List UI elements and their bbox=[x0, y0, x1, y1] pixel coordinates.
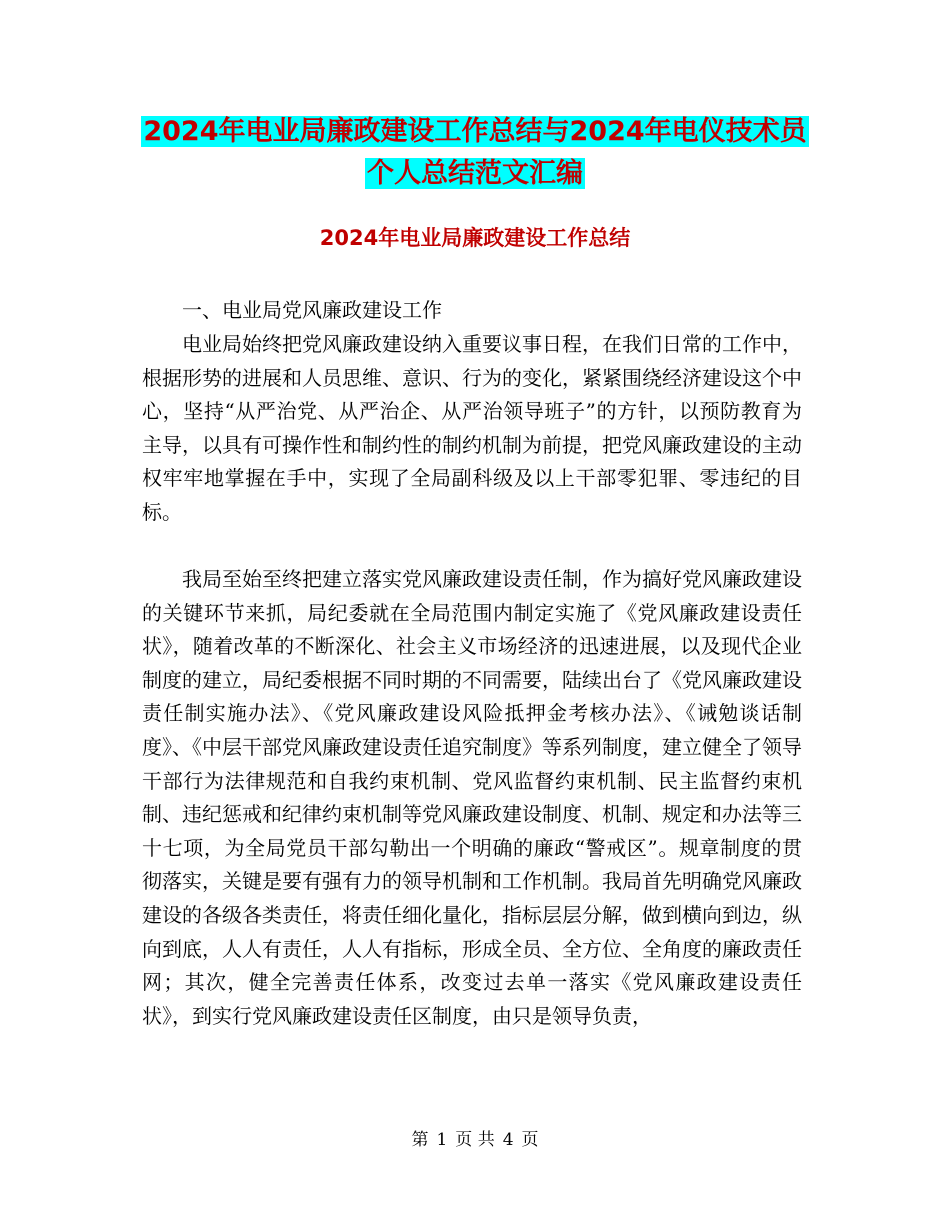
title-highlight-2: 个人总结范文汇编 bbox=[367, 158, 583, 189]
footer-mid: 页 共 bbox=[455, 1130, 495, 1150]
paragraph-1 bbox=[142, 328, 802, 530]
page-footer bbox=[0, 1125, 950, 1150]
document-title-line-1 bbox=[0, 108, 950, 156]
footer-prefix: 第 bbox=[411, 1130, 429, 1150]
footer-page-total: 4 bbox=[502, 1130, 514, 1150]
heading-text: 一、电业局党风廉政建设工作 bbox=[182, 298, 442, 322]
footer-suffix: 页 bbox=[521, 1130, 539, 1150]
section-title: 2024年电业局廉政建设工作总结 bbox=[319, 226, 631, 250]
paragraph-2 bbox=[142, 563, 802, 1033]
paragraph-text: 我局至始至终把建立落实党风廉政建设责任制，作为搞好党风廉政建设的关键环节来抓，局纪委就在全局范围内制定实施了《党风廉政建设责任状》，随着改革的不断深化、社会主义市场经济的迅速进展，以及现代企业制度的建立，局纪委根据不同时期的不同需要，陆续出台了《党风廉政建设责任制实施办法》、《党风廉政建设风险抵押金考核办法》、《诫勉谈话制度》、《中层干部党风廉政建设责任追究制度》等系列制度，建立健全了领导干部行为法律规范和自我约束机制、党风监督约束机制、民主监督约束机制、违纪惩戒和纪律约束机制等党风廉政建设制度、机制、规定和办法等三十七项，为全局党员干部勾勒出一个明确的廉政“警戒区”。规章制度的贯彻落实，关键是要有强有力的领导机制和工作机制。我局首先明确党风廉政建设的各级各类责任，将责任细化量化，指标层层分解，做到横向到边，纵向到底，人人有责任，人人有指标，形成全员、全方位、全角度的廉政责任网；其次，健全完善责任体系，改变过去单一落实《党风廉政建设责任状》，到实行党风廉政建设责任区制度，由只是领导负责， bbox=[142, 567, 802, 1028]
title-highlight-1: 2024年电业局廉政建设工作总结与2024年电仪技术员 bbox=[143, 116, 807, 147]
section-heading bbox=[142, 294, 802, 328]
document-title-line-2 bbox=[0, 150, 950, 198]
footer-page-current: 1 bbox=[436, 1130, 448, 1150]
paragraph-text: 电业局始终把党风廉政建设纳入重要议事日程，在我们日常的工作中，根据形势的进展和人员思维、意识、行为的变化，紧紧围绕经济建设这个中心，坚持“从严治党、从严治企、从严治领导班子”的方针，以预防教育为主导，以具有可操作性和制约性的制约机制为前提，把党风廉政建设的主动权牢牢地掌握在手中，实现了全局副科级及以上干部零犯罪、零违纪的目标。 bbox=[142, 332, 802, 524]
